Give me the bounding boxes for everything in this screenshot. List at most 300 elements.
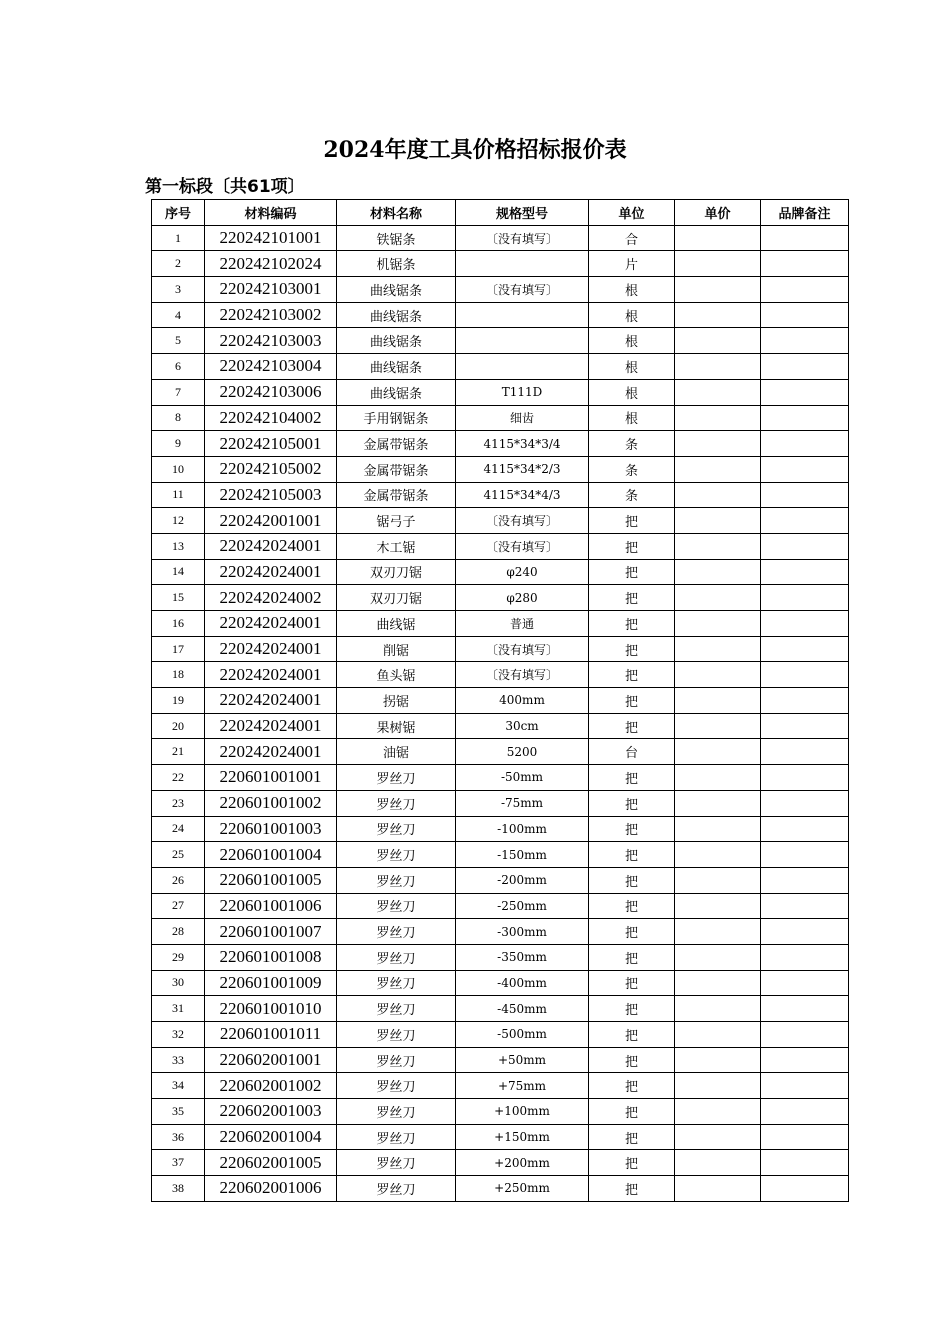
table-row — [152, 611, 849, 637]
material-name: 曲线锯条 — [337, 302, 456, 328]
material-name: 曲线锯条 — [337, 328, 456, 354]
row-no: 12 — [152, 508, 205, 534]
spec-model: -350mm — [456, 944, 589, 970]
unit: 把 — [589, 867, 675, 893]
brand-remark-cell — [761, 482, 849, 508]
material-code: 220602001005 — [205, 1150, 337, 1176]
unit: 条 — [589, 482, 675, 508]
spec-model: 〔没有填写〕 — [456, 225, 589, 251]
row-no: 33 — [152, 1047, 205, 1073]
spec-model — [456, 251, 589, 277]
brand-remark-cell — [761, 354, 849, 380]
table-row — [152, 662, 849, 688]
unit: 合 — [589, 225, 675, 251]
unit: 条 — [589, 431, 675, 457]
spec-model: 〔没有填写〕 — [456, 636, 589, 662]
spec-model: 4115*34*4/3 — [456, 482, 589, 508]
material-code: 220242103003 — [205, 328, 337, 354]
unit-price-cell — [675, 919, 761, 945]
row-no: 35 — [152, 1099, 205, 1125]
material-name: 木工锯 — [337, 533, 456, 559]
spec-model: +150mm — [456, 1124, 589, 1150]
material-code: 220242105002 — [205, 456, 337, 482]
table-row — [152, 559, 849, 585]
row-no: 11 — [152, 482, 205, 508]
table-row — [152, 1176, 849, 1202]
brand-remark-cell — [761, 790, 849, 816]
brand-remark-cell — [761, 431, 849, 457]
spec-model: +250mm — [456, 1176, 589, 1202]
spec-model: 〔没有填写〕 — [456, 277, 589, 303]
row-no: 6 — [152, 354, 205, 380]
brand-remark-cell — [761, 688, 849, 714]
header-material-name: 材料名称 — [337, 200, 456, 226]
spec-model: 30cm — [456, 713, 589, 739]
spec-model: 普通 — [456, 611, 589, 637]
unit-price-cell — [675, 790, 761, 816]
row-no: 2 — [152, 251, 205, 277]
unit: 把 — [589, 996, 675, 1022]
unit: 把 — [589, 944, 675, 970]
spec-model: +100mm — [456, 1099, 589, 1125]
unit-price-cell — [675, 302, 761, 328]
material-code: 220242024001 — [205, 688, 337, 714]
unit: 根 — [589, 277, 675, 303]
spec-model — [456, 328, 589, 354]
unit-price-cell — [675, 405, 761, 431]
table-row — [152, 944, 849, 970]
table-row — [152, 1047, 849, 1073]
row-no: 25 — [152, 842, 205, 868]
brand-remark-cell — [761, 1047, 849, 1073]
material-code: 220602001006 — [205, 1176, 337, 1202]
brand-remark-cell — [761, 277, 849, 303]
table-row — [152, 970, 849, 996]
material-name: 曲线锯条 — [337, 354, 456, 380]
material-code: 220242001001 — [205, 508, 337, 534]
spec-model: +50mm — [456, 1047, 589, 1073]
spec-model: -450mm — [456, 996, 589, 1022]
unit-price-cell — [675, 1124, 761, 1150]
unit: 把 — [589, 585, 675, 611]
brand-remark-cell — [761, 611, 849, 637]
row-no: 3 — [152, 277, 205, 303]
material-name: 油锯 — [337, 739, 456, 765]
unit: 根 — [589, 302, 675, 328]
unit: 根 — [589, 328, 675, 354]
row-no: 36 — [152, 1124, 205, 1150]
unit-price-cell — [675, 251, 761, 277]
material-name: 罗丝刀 — [337, 996, 456, 1022]
material-name: 罗丝刀 — [337, 1047, 456, 1073]
unit-price-cell — [675, 431, 761, 457]
spec-model: -100mm — [456, 816, 589, 842]
material-code: 220242024001 — [205, 662, 337, 688]
material-name: 拐锯 — [337, 688, 456, 714]
row-no: 27 — [152, 893, 205, 919]
unit-price-cell — [675, 713, 761, 739]
material-code: 220601001002 — [205, 790, 337, 816]
unit-price-cell — [675, 277, 761, 303]
brand-remark-cell — [761, 302, 849, 328]
unit: 把 — [589, 688, 675, 714]
brand-remark-cell — [761, 919, 849, 945]
material-name: 曲线锯条 — [337, 379, 456, 405]
brand-remark-cell — [761, 328, 849, 354]
material-code: 220242024002 — [205, 585, 337, 611]
material-code: 220601001009 — [205, 970, 337, 996]
spec-model: +200mm — [456, 1150, 589, 1176]
table-row — [152, 919, 849, 945]
table-row — [152, 1150, 849, 1176]
unit-price-cell — [675, 996, 761, 1022]
table-row — [152, 996, 849, 1022]
spec-model — [456, 302, 589, 328]
unit: 把 — [589, 1150, 675, 1176]
unit: 片 — [589, 251, 675, 277]
material-name: 罗丝刀 — [337, 842, 456, 868]
unit: 台 — [589, 739, 675, 765]
brand-remark-cell — [761, 225, 849, 251]
unit: 把 — [589, 790, 675, 816]
table-row — [152, 816, 849, 842]
row-no: 18 — [152, 662, 205, 688]
material-name: 机锯条 — [337, 251, 456, 277]
table-row — [152, 1073, 849, 1099]
spec-model: -75mm — [456, 790, 589, 816]
table-row — [152, 354, 849, 380]
row-no: 7 — [152, 379, 205, 405]
table-row — [152, 508, 849, 534]
table-row — [152, 379, 849, 405]
row-no: 10 — [152, 456, 205, 482]
unit-price-cell — [675, 739, 761, 765]
brand-remark-cell — [761, 1176, 849, 1202]
row-no: 14 — [152, 559, 205, 585]
material-code: 220242103006 — [205, 379, 337, 405]
unit-price-cell — [675, 970, 761, 996]
table-row — [152, 482, 849, 508]
row-no: 29 — [152, 944, 205, 970]
table-row — [152, 842, 849, 868]
material-name: 罗丝刀 — [337, 1099, 456, 1125]
unit-price-cell — [675, 225, 761, 251]
brand-remark-cell — [761, 662, 849, 688]
table-row — [152, 688, 849, 714]
row-no: 32 — [152, 1022, 205, 1048]
spec-model: -150mm — [456, 842, 589, 868]
material-name: 罗丝刀 — [337, 1073, 456, 1099]
table-header-row — [152, 200, 849, 226]
brand-remark-cell — [761, 456, 849, 482]
material-name: 金属带锯条 — [337, 482, 456, 508]
row-no: 15 — [152, 585, 205, 611]
row-no: 34 — [152, 1073, 205, 1099]
spec-model: 〔没有填写〕 — [456, 533, 589, 559]
brand-remark-cell — [761, 765, 849, 791]
material-name: 罗丝刀 — [337, 1124, 456, 1150]
unit: 把 — [589, 713, 675, 739]
unit-price-cell — [675, 508, 761, 534]
unit-price-cell — [675, 379, 761, 405]
unit-price-cell — [675, 1047, 761, 1073]
unit: 把 — [589, 1124, 675, 1150]
brand-remark-cell — [761, 816, 849, 842]
spec-model: -500mm — [456, 1022, 589, 1048]
material-name: 双刃刀锯 — [337, 585, 456, 611]
spec-model: -200mm — [456, 867, 589, 893]
material-code: 220602001003 — [205, 1099, 337, 1125]
material-name: 罗丝刀 — [337, 1022, 456, 1048]
material-name: 双刃刀锯 — [337, 559, 456, 585]
material-code: 220601001010 — [205, 996, 337, 1022]
brand-remark-cell — [761, 533, 849, 559]
material-name: 罗丝刀 — [337, 867, 456, 893]
unit: 把 — [589, 508, 675, 534]
unit-price-cell — [675, 662, 761, 688]
unit-price-cell — [675, 816, 761, 842]
unit: 把 — [589, 765, 675, 791]
unit: 根 — [589, 354, 675, 380]
document-title: 2024年度工具价格招标报价表 — [323, 137, 627, 163]
material-code: 220242103001 — [205, 277, 337, 303]
material-name: 锯弓子 — [337, 508, 456, 534]
table-row — [152, 1099, 849, 1125]
material-name: 金属带锯条 — [337, 431, 456, 457]
unit-price-cell — [675, 688, 761, 714]
unit: 把 — [589, 816, 675, 842]
spec-model: 〔没有填写〕 — [456, 662, 589, 688]
row-no: 13 — [152, 533, 205, 559]
material-name: 罗丝刀 — [337, 816, 456, 842]
unit-price-cell — [675, 842, 761, 868]
brand-remark-cell — [761, 996, 849, 1022]
spec-model: φ280 — [456, 585, 589, 611]
unit: 把 — [589, 1047, 675, 1073]
unit-price-cell — [675, 559, 761, 585]
brand-remark-cell — [761, 867, 849, 893]
table-row — [152, 328, 849, 354]
material-name: 罗丝刀 — [337, 944, 456, 970]
material-code: 220242105003 — [205, 482, 337, 508]
unit: 把 — [589, 919, 675, 945]
unit-price-cell — [675, 765, 761, 791]
material-code: 220242024001 — [205, 559, 337, 585]
table-row — [152, 765, 849, 791]
spec-model: 5200 — [456, 739, 589, 765]
material-name: 罗丝刀 — [337, 1176, 456, 1202]
material-name: 曲线锯 — [337, 611, 456, 637]
material-code: 220602001001 — [205, 1047, 337, 1073]
table-row — [152, 431, 849, 457]
row-no: 20 — [152, 713, 205, 739]
header-spec-model: 规格型号 — [456, 200, 589, 226]
unit-price-cell — [675, 328, 761, 354]
header-no: 序号 — [152, 200, 205, 226]
row-no: 28 — [152, 919, 205, 945]
spec-model: φ240 — [456, 559, 589, 585]
unit: 把 — [589, 1099, 675, 1125]
material-code: 220601001003 — [205, 816, 337, 842]
material-code: 220601001005 — [205, 867, 337, 893]
material-name: 罗丝刀 — [337, 1150, 456, 1176]
material-code: 220242102024 — [205, 251, 337, 277]
brand-remark-cell — [761, 1099, 849, 1125]
unit-price-cell — [675, 893, 761, 919]
row-no: 5 — [152, 328, 205, 354]
spec-model: T111D — [456, 379, 589, 405]
unit: 把 — [589, 636, 675, 662]
table-row — [152, 739, 849, 765]
header-material-code: 材料编码 — [205, 200, 337, 226]
material-code: 220242024001 — [205, 739, 337, 765]
row-no: 24 — [152, 816, 205, 842]
row-no: 19 — [152, 688, 205, 714]
brand-remark-cell — [761, 508, 849, 534]
unit: 条 — [589, 456, 675, 482]
material-code: 220242101001 — [205, 225, 337, 251]
material-name: 铁锯条 — [337, 225, 456, 251]
material-code: 220242103002 — [205, 302, 337, 328]
brand-remark-cell — [761, 1150, 849, 1176]
unit-price-cell — [675, 456, 761, 482]
table-row — [152, 713, 849, 739]
brand-remark-cell — [761, 585, 849, 611]
table-row — [152, 1022, 849, 1048]
material-code: 220601001008 — [205, 944, 337, 970]
material-code: 220242105001 — [205, 431, 337, 457]
unit: 把 — [589, 893, 675, 919]
table-row — [152, 405, 849, 431]
row-no: 31 — [152, 996, 205, 1022]
spec-model: 4115*34*2/3 — [456, 456, 589, 482]
brand-remark-cell — [761, 405, 849, 431]
unit: 把 — [589, 1176, 675, 1202]
material-name: 鱼头锯 — [337, 662, 456, 688]
material-code: 220242024001 — [205, 611, 337, 637]
material-name: 曲线锯条 — [337, 277, 456, 303]
row-no: 9 — [152, 431, 205, 457]
spec-model: 细齿 — [456, 405, 589, 431]
material-name: 罗丝刀 — [337, 970, 456, 996]
table-row — [152, 1124, 849, 1150]
material-code: 220602001004 — [205, 1124, 337, 1150]
table-row — [152, 790, 849, 816]
material-name: 金属带锯条 — [337, 456, 456, 482]
spec-model: 4115*34*3/4 — [456, 431, 589, 457]
brand-remark-cell — [761, 893, 849, 919]
price-quote-table — [151, 199, 849, 1202]
unit: 把 — [589, 1073, 675, 1099]
unit-price-cell — [675, 585, 761, 611]
brand-remark-cell — [761, 842, 849, 868]
table-row — [152, 225, 849, 251]
material-code: 220242024001 — [205, 713, 337, 739]
unit-price-cell — [675, 354, 761, 380]
row-no: 4 — [152, 302, 205, 328]
table-row — [152, 302, 849, 328]
material-name: 罗丝刀 — [337, 765, 456, 791]
spec-model: 400mm — [456, 688, 589, 714]
spec-model: -250mm — [456, 893, 589, 919]
table-row — [152, 456, 849, 482]
spec-model: -400mm — [456, 970, 589, 996]
table-row — [152, 533, 849, 559]
material-name: 罗丝刀 — [337, 790, 456, 816]
header-unit-price: 单价 — [675, 200, 761, 226]
material-code: 220602001002 — [205, 1073, 337, 1099]
unit-price-cell — [675, 533, 761, 559]
unit-price-cell — [675, 1150, 761, 1176]
unit: 把 — [589, 611, 675, 637]
unit-price-cell — [675, 1176, 761, 1202]
row-no: 21 — [152, 739, 205, 765]
spec-model: -300mm — [456, 919, 589, 945]
material-name: 削锯 — [337, 636, 456, 662]
section-label: 第一标段〔共61项〕 — [145, 177, 305, 197]
brand-remark-cell — [761, 1124, 849, 1150]
brand-remark-cell — [761, 1073, 849, 1099]
unit-price-cell — [675, 482, 761, 508]
brand-remark-cell — [761, 970, 849, 996]
material-code: 220242104002 — [205, 405, 337, 431]
material-code: 220601001004 — [205, 842, 337, 868]
row-no: 26 — [152, 867, 205, 893]
spec-model: 〔没有填写〕 — [456, 508, 589, 534]
unit-price-cell — [675, 1022, 761, 1048]
material-name: 罗丝刀 — [337, 919, 456, 945]
row-no: 37 — [152, 1150, 205, 1176]
table-row — [152, 893, 849, 919]
table-row — [152, 277, 849, 303]
brand-remark-cell — [761, 713, 849, 739]
row-no: 16 — [152, 611, 205, 637]
unit: 根 — [589, 405, 675, 431]
brand-remark-cell — [761, 1022, 849, 1048]
material-code: 220242103004 — [205, 354, 337, 380]
unit-price-cell — [675, 1073, 761, 1099]
unit-price-cell — [675, 611, 761, 637]
brand-remark-cell — [761, 636, 849, 662]
row-no: 38 — [152, 1176, 205, 1202]
row-no: 30 — [152, 970, 205, 996]
row-no: 23 — [152, 790, 205, 816]
header-brand-remark: 品牌备注 — [761, 200, 849, 226]
spec-model — [456, 354, 589, 380]
table-row — [152, 251, 849, 277]
material-code: 220601001011 — [205, 1022, 337, 1048]
unit: 把 — [589, 533, 675, 559]
table-row — [152, 867, 849, 893]
unit: 根 — [589, 379, 675, 405]
header-unit: 单位 — [589, 200, 675, 226]
row-no: 22 — [152, 765, 205, 791]
material-name: 果树锯 — [337, 713, 456, 739]
material-code: 220242024001 — [205, 533, 337, 559]
material-name: 手用钢锯条 — [337, 405, 456, 431]
spec-model: -50mm — [456, 765, 589, 791]
unit-price-cell — [675, 944, 761, 970]
spec-model: +75mm — [456, 1073, 589, 1099]
material-code: 220601001007 — [205, 919, 337, 945]
brand-remark-cell — [761, 379, 849, 405]
material-code: 220242024001 — [205, 636, 337, 662]
brand-remark-cell — [761, 944, 849, 970]
brand-remark-cell — [761, 739, 849, 765]
unit-price-cell — [675, 636, 761, 662]
unit: 把 — [589, 559, 675, 585]
unit: 把 — [589, 1022, 675, 1048]
